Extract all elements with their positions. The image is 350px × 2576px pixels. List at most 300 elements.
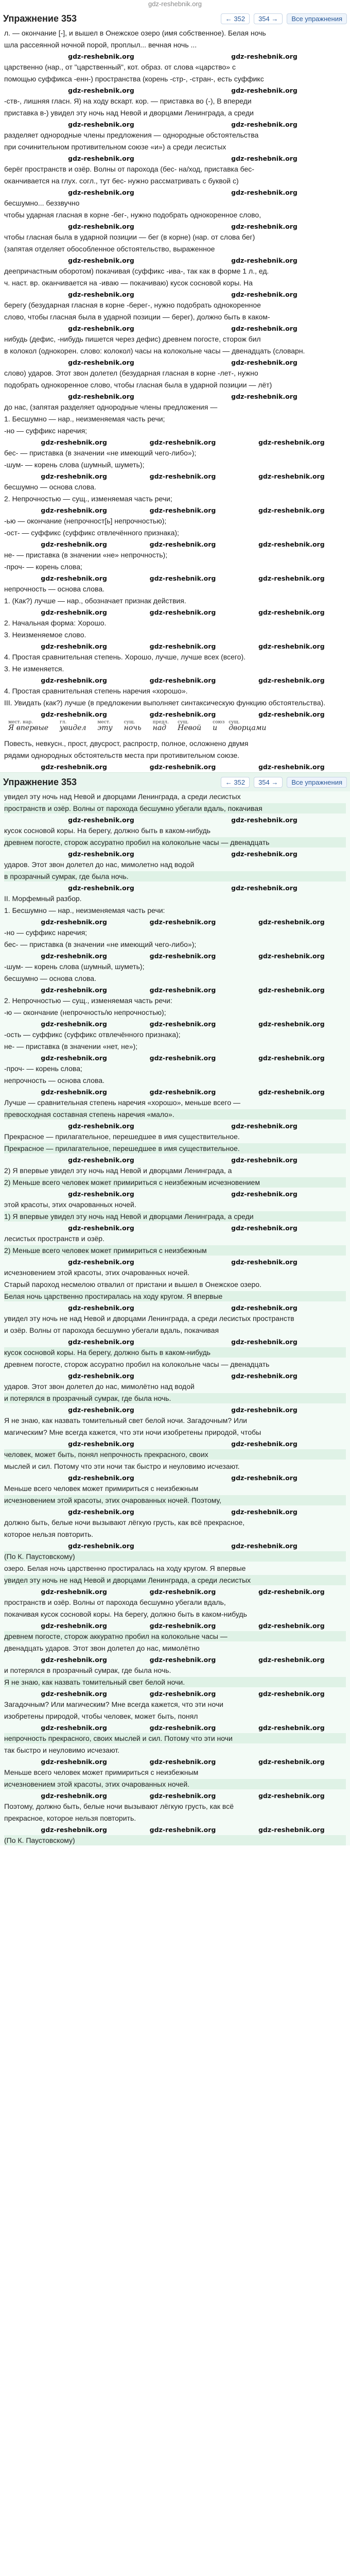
- section2: [0, 772, 350, 1845]
- parse-line: 2. Непрочностью — сущ., изменяемая часть речи;: [4, 495, 172, 503]
- watermark-row: [4, 1791, 346, 1801]
- note-line: исчезновением этой красоты, этих очарованных ночей.: [4, 1268, 190, 1277]
- handwritten-word: сущ. дворцами: [229, 723, 266, 733]
- text-line: деепричастным оборотом) покачивая (суффикс -ива-, так как в форме 1 л., ед.: [4, 267, 269, 275]
- watermark: gdz-reshebnik.org: [41, 1622, 108, 1630]
- watermark-row: [4, 951, 346, 961]
- text-line: в прозрачный сумрак, где была ночь.: [4, 871, 346, 882]
- watermark: gdz-reshebnik.org: [231, 1338, 297, 1346]
- all-exercises-button-2[interactable]: Все упражнения: [287, 777, 347, 788]
- text-line: увидел эту ночь не над Невой и дворцами Ленинграда, а среди лесистых: [4, 1575, 346, 1585]
- text-line: человек, может быть, понял непрочность прекрасного, своих: [4, 1449, 346, 1460]
- watermark: gdz-reshebnik.org: [68, 121, 134, 128]
- text-line: Я не знаю, как назвать томительный свет белой ночи. Загадочным? Или: [4, 1416, 247, 1425]
- text-line: царственно (нар., от "царственный", кот. образ. от слова «царство» с: [4, 63, 236, 71]
- part-of-speech-note: сущ.: [229, 720, 240, 725]
- note-line: этой красоты, этих очарованных ночей.: [4, 1200, 136, 1209]
- parse-line: -проч- — корень слова;: [4, 563, 82, 571]
- watermark: gdz-reshebnik.org: [41, 1724, 108, 1732]
- parse-line: -ю — окончание (непрочность/ю непрочностью);: [4, 1008, 166, 1016]
- watermark: gdz-reshebnik.org: [258, 1054, 325, 1062]
- text-line: Я не знаю, как назвать томительный свет белой ночи.: [4, 1677, 346, 1687]
- watermark: gdz-reshebnik.org: [68, 816, 134, 824]
- watermark: gdz-reshebnik.org: [149, 540, 216, 548]
- watermark: gdz-reshebnik.org: [149, 1690, 216, 1698]
- text-line: так быстро и неуловимо исчезают.: [4, 1746, 120, 1754]
- watermark-row: [4, 324, 346, 334]
- watermark-row: [4, 762, 346, 772]
- text-line: кусок сосновой коры. На берегу, должно быть в каком-нибудь: [4, 826, 211, 835]
- text-line: увидел эту ночь над Невой и дворцами Ленинграда, а среди лесистых: [4, 792, 241, 801]
- text-line: чтобы ударная гласная в корне -бег-, нужно подобрать однокоренное слово,: [4, 211, 261, 219]
- watermark: gdz-reshebnik.org: [41, 952, 108, 960]
- watermark: gdz-reshebnik.org: [68, 1304, 134, 1312]
- watermark: gdz-reshebnik.org: [68, 53, 134, 60]
- text-line: пространств и озёр. Волны от парохода бесшумно убегали вдаль, покачивая: [4, 803, 346, 814]
- watermark-row: [4, 290, 346, 300]
- watermark-row: [4, 1189, 346, 1199]
- watermark-row: [4, 1723, 346, 1733]
- note-line: 2) Я впервые увидел эту ночь над Невой и дворцами Ленинграда, а: [4, 1166, 232, 1175]
- watermark: gdz-reshebnik.org: [231, 53, 297, 60]
- watermark: gdz-reshebnik.org: [149, 1724, 216, 1732]
- watermark: gdz-reshebnik.org: [41, 438, 108, 446]
- watermark-row: [4, 1371, 346, 1381]
- watermark: gdz-reshebnik.org: [258, 574, 325, 582]
- parse-line: 2. Начальная форма: Хорошо.: [4, 619, 107, 627]
- watermark-row: [4, 1087, 346, 1097]
- watermark-row: [4, 1473, 346, 1483]
- text-line: (По К. Паустовскому): [4, 1835, 346, 1845]
- text-line: Поэтому, должно быть, белые ночи вызывают лёгкую грусть, как всё: [4, 1802, 234, 1810]
- text-line: изобретены природой, чтобы человек, может быть, понял: [4, 1712, 198, 1720]
- watermark-row: [4, 883, 346, 893]
- watermark: gdz-reshebnik.org: [149, 676, 216, 684]
- watermark: gdz-reshebnik.org: [231, 1372, 297, 1380]
- watermark: gdz-reshebnik.org: [231, 189, 297, 196]
- text-line: берёг пространств и озёр. Волны от парохода (бес- на/ход, приставка бес-: [4, 165, 254, 173]
- watermark: gdz-reshebnik.org: [41, 472, 108, 480]
- watermark: gdz-reshebnik.org: [68, 1190, 134, 1198]
- watermark: gdz-reshebnik.org: [41, 642, 108, 650]
- watermark: gdz-reshebnik.org: [41, 1054, 108, 1062]
- watermark: gdz-reshebnik.org: [231, 1190, 297, 1198]
- parse-line: непрочность — основа слова.: [4, 1076, 104, 1084]
- watermark: gdz-reshebnik.org: [258, 710, 325, 718]
- watermark: gdz-reshebnik.org: [258, 1690, 325, 1698]
- watermark-row: [4, 1053, 346, 1063]
- parse-line: бес- — приставка (в значении «не имеющий чего-либо»);: [4, 449, 197, 457]
- watermark: gdz-reshebnik.org: [68, 1156, 134, 1164]
- handwritten-word: мест. эту: [97, 723, 112, 733]
- watermark: gdz-reshebnik.org: [68, 1224, 134, 1232]
- watermark: gdz-reshebnik.org: [258, 763, 325, 771]
- watermark: gdz-reshebnik.org: [68, 1338, 134, 1346]
- watermark: gdz-reshebnik.org: [149, 1622, 216, 1630]
- watermark-row: [4, 86, 346, 96]
- text-line: озеро. Белая ночь царственно простиралась на ходу кругом. Я впервые: [4, 1564, 246, 1572]
- watermark: gdz-reshebnik.org: [149, 1792, 216, 1800]
- parse-line: бесшумно — основа слова.: [4, 974, 96, 982]
- watermark: gdz-reshebnik.org: [231, 1122, 297, 1130]
- watermark-row: [4, 358, 346, 368]
- watermark: gdz-reshebnik.org: [258, 438, 325, 446]
- parse-line: II. Морфемный разбор.: [4, 894, 82, 903]
- text-line: и потерялся в прозрачный сумрак, где была ночь.: [4, 1393, 346, 1403]
- text-line: и озёр. Волны от парохода бесшумно убегали вдаль, покачивая: [4, 1326, 219, 1334]
- section2-titlebar: [0, 773, 350, 791]
- handwritten-word: гл. увидел: [60, 723, 86, 733]
- watermark: gdz-reshebnik.org: [149, 1588, 216, 1596]
- watermark-row: [4, 1689, 346, 1699]
- prev-button-2[interactable]: ← 352: [221, 777, 250, 788]
- parse-line: -ост- — суффикс (суффикс отвлечённого признака);: [4, 529, 179, 537]
- watermark: gdz-reshebnik.org: [258, 540, 325, 548]
- text-line: прекрасное, которое нельзя повторить.: [4, 1814, 136, 1822]
- watermark: gdz-reshebnik.org: [68, 325, 134, 332]
- text-line: Меньше всего человек может примириться с неизбежным: [4, 1768, 199, 1776]
- watermark: gdz-reshebnik.org: [41, 1792, 108, 1800]
- watermark-row: [4, 1541, 346, 1551]
- handwritten-word: мест. нар. Я впервые: [8, 723, 48, 733]
- text-line: и потерялся в прозрачный сумрак, где была ночь.: [4, 1666, 171, 1674]
- text-line: (По К. Паустовскому): [4, 1551, 346, 1562]
- watermark: gdz-reshebnik.org: [258, 1792, 325, 1800]
- watermark-row: [4, 52, 346, 62]
- parse-line: III. Увидать (как?) лучше (в предложении выполняет синтаксическую функцию обстоятельства).: [4, 699, 326, 707]
- watermark: gdz-reshebnik.org: [68, 1440, 134, 1448]
- watermark: gdz-reshebnik.org: [258, 1088, 325, 1096]
- watermark: gdz-reshebnik.org: [149, 986, 216, 994]
- text-line: кусок сосновой коры. На берегу, должно быть в каком-нибудь: [4, 1347, 346, 1358]
- text-line: двенадцать ударов. Этот звон долетел до нас, мимолётно: [4, 1644, 200, 1652]
- watermark: gdz-reshebnik.org: [258, 1826, 325, 1834]
- watermark: gdz-reshebnik.org: [149, 1826, 216, 1834]
- watermark-row: [4, 985, 346, 995]
- site-header[interactable]: gdz-reshebnik.org: [148, 0, 202, 8]
- watermark: gdz-reshebnik.org: [68, 223, 134, 230]
- watermark-row: [4, 471, 346, 482]
- watermark: gdz-reshebnik.org: [149, 1656, 216, 1664]
- text-line: мыслей и сил. Потому что эти ночи так быстро и неуловимо исчезают.: [4, 1462, 240, 1470]
- watermark: gdz-reshebnik.org: [149, 608, 216, 616]
- text-line: магическим? Мне всегда кажется, что эти ночи изобретены природой, чтобы: [4, 1428, 261, 1436]
- watermark-row: [4, 1507, 346, 1517]
- watermark: gdz-reshebnik.org: [231, 850, 297, 858]
- watermark-row: [4, 709, 346, 720]
- watermark: gdz-reshebnik.org: [258, 472, 325, 480]
- text-line: шла рассеянной ночной порой, проплыл... вечная ночь ...: [4, 41, 197, 49]
- watermark-row: [4, 256, 346, 266]
- watermark: gdz-reshebnik.org: [68, 291, 134, 298]
- watermark: gdz-reshebnik.org: [231, 325, 297, 332]
- watermark: gdz-reshebnik.org: [258, 952, 325, 960]
- watermark: gdz-reshebnik.org: [231, 1224, 297, 1232]
- text-line: приставка в-) увидел эту ночь над Невой и дворцами Ленинграда, а среди: [4, 109, 254, 117]
- watermark: gdz-reshebnik.org: [258, 676, 325, 684]
- watermark: gdz-reshebnik.org: [231, 816, 297, 824]
- parse-line: не- — приставка (в значении «не» непрочность);: [4, 551, 168, 559]
- note-line: 2) Меньше всего человек может примириться с неизбежным: [4, 1245, 346, 1256]
- watermark-row: [4, 1337, 346, 1347]
- text-line: древнем погосте, сторож аккуратно пробил на колокольне часы —: [4, 1631, 346, 1641]
- watermark-row: [4, 815, 346, 825]
- watermark-row: [4, 539, 346, 550]
- watermark: gdz-reshebnik.org: [149, 642, 216, 650]
- text-line: Повесть, невкусн., прост, двусрост, распростр, полное, осложнено двумя: [4, 739, 249, 748]
- parse-line: -ость — суффикс (суффикс отвлечённого признака);: [4, 1030, 181, 1039]
- part-of-speech-note: гл.: [60, 720, 67, 725]
- watermark: gdz-reshebnik.org: [258, 1724, 325, 1732]
- watermark: gdz-reshebnik.org: [231, 223, 297, 230]
- watermark: gdz-reshebnik.org: [258, 1020, 325, 1028]
- parse-line: -шум- — корень слова (шумный, шуметь);: [4, 962, 145, 971]
- watermark: gdz-reshebnik.org: [258, 1622, 325, 1630]
- part-of-speech-note: предл.: [152, 720, 169, 725]
- text-line: Белая ночь царственно простиралась на ходу кругом. Я впервые: [4, 1291, 346, 1301]
- watermark: gdz-reshebnik.org: [231, 1440, 297, 1448]
- text-line: л. — окончание [-], и вышел в Онежское озеро (имя собственное). Белая ночь: [4, 29, 266, 37]
- watermark: gdz-reshebnik.org: [231, 1406, 297, 1414]
- watermark: gdz-reshebnik.org: [68, 1122, 134, 1130]
- note-line: Лучше — сравнительная степень наречия «хорошо», меньше всего —: [4, 1098, 241, 1107]
- text-line: Старый пароход несмелою отвалил от пристани и вышел в Онежское озеро.: [4, 1280, 261, 1289]
- watermark: gdz-reshebnik.org: [149, 574, 216, 582]
- text-line: ударов. Этот звон долетел до нас, мимолетно над водой: [4, 860, 195, 869]
- part-of-speech-note: союз: [213, 720, 225, 725]
- watermark: gdz-reshebnik.org: [41, 1758, 108, 1766]
- text-line: Загадочным? Или магическим? Мне всегда кажется, что эти ночи: [4, 1700, 223, 1708]
- watermark: gdz-reshebnik.org: [68, 189, 134, 196]
- watermark: gdz-reshebnik.org: [41, 1588, 108, 1596]
- watermark: gdz-reshebnik.org: [41, 1826, 108, 1834]
- watermark: gdz-reshebnik.org: [231, 291, 297, 298]
- watermark: gdz-reshebnik.org: [41, 1690, 108, 1698]
- text-line: до нас, (запятая разделяет однородные члены предложения —: [4, 403, 218, 411]
- parse-line: 1. Бесшумно — нар., неизменяемая часть речи:: [4, 906, 165, 914]
- part-of-speech-note: сущ.: [124, 720, 135, 725]
- watermark: gdz-reshebnik.org: [68, 155, 134, 162]
- section1-tail: [0, 733, 350, 772]
- watermark: gdz-reshebnik.org: [149, 918, 216, 926]
- watermark: gdz-reshebnik.org: [68, 87, 134, 94]
- watermark: gdz-reshebnik.org: [149, 763, 216, 771]
- text-line: чтобы гласная была в ударной позиции — бег (в корне) (нар. от слова бег): [4, 233, 255, 241]
- text-line: нибудь (дефис, -нибудь пишется через дефис) древнем погосте, сторож бил: [4, 335, 261, 343]
- next-button[interactable]: 354 →: [254, 13, 283, 24]
- watermark-row: [4, 1223, 346, 1233]
- watermark: gdz-reshebnik.org: [231, 1508, 297, 1516]
- note-line: лесистых пространств и озёр.: [4, 1234, 104, 1243]
- watermark: gdz-reshebnik.org: [41, 1656, 108, 1664]
- watermark: gdz-reshebnik.org: [231, 1304, 297, 1312]
- text-line: слово, чтобы гласная была в ударной позиции — берег), должно быть в каком-: [4, 313, 270, 321]
- text-line: исчезновением этой красоты, этих очарованных ночей.: [4, 1779, 346, 1789]
- text-line: увидел эту ночь не над Невой и дворцами Ленинграда, а среди лесистых пространств: [4, 1314, 294, 1323]
- text-line: древнем погосте, сторож ассуратно пробил на колокольне часы — двенадцать: [4, 1360, 270, 1368]
- part-of-speech-note: мест. нар.: [8, 720, 33, 725]
- watermark-row: [4, 1405, 346, 1415]
- text-line: подобрать однокоренное слово, чтобы гласная была в ударной позиции — лёт): [4, 381, 272, 389]
- watermark-row: [4, 437, 346, 448]
- parse-line: -проч- — корень слова;: [4, 1064, 82, 1073]
- watermark-row: [4, 1121, 346, 1131]
- text-line: покачивая кусок сосновой коры. На берегу, должно быть в каком-нибудь: [4, 1610, 247, 1618]
- watermark: gdz-reshebnik.org: [258, 918, 325, 926]
- section1-hand: [0, 720, 350, 733]
- watermark: gdz-reshebnik.org: [149, 506, 216, 514]
- watermark: gdz-reshebnik.org: [231, 884, 297, 892]
- watermark: gdz-reshebnik.org: [231, 87, 297, 94]
- parse-line: 1. (Как?) лучше — нар., обозначает признак действия.: [4, 597, 186, 605]
- watermark: gdz-reshebnik.org: [231, 155, 297, 162]
- text-line: древнем погосте, сторож ассуратно пробил на колокольне часы — двенадцать: [4, 837, 346, 848]
- text-line: исчезновением этой красоты, этих очарованных ночей. Поэтому,: [4, 1495, 346, 1505]
- text-line: при сочинительном противительном союзе «и») а среди лесистых: [4, 143, 226, 151]
- watermark: gdz-reshebnik.org: [41, 574, 108, 582]
- watermark: gdz-reshebnik.org: [68, 257, 134, 264]
- parse-line: бесшумно — основа слова.: [4, 483, 96, 491]
- watermark: gdz-reshebnik.org: [68, 1508, 134, 1516]
- watermark: gdz-reshebnik.org: [68, 1406, 134, 1414]
- parse-line: непрочность — основа слова.: [4, 585, 104, 593]
- text-line: пространств и озёр. Волны от парохода бесшумно убегали вдаль,: [4, 1598, 226, 1606]
- watermark: gdz-reshebnik.org: [231, 1258, 297, 1266]
- watermark: gdz-reshebnik.org: [149, 952, 216, 960]
- note-line: Прекрасное — прилагательное, перешедшее в имя существительное.: [4, 1132, 240, 1141]
- watermark-row: [4, 1621, 346, 1631]
- watermark: gdz-reshebnik.org: [231, 359, 297, 366]
- watermark: gdz-reshebnik.org: [258, 1656, 325, 1664]
- watermark-row: [4, 675, 346, 686]
- parse-line: -но — суффикс наречия;: [4, 928, 87, 937]
- watermark: gdz-reshebnik.org: [41, 763, 108, 771]
- text-line: оканчивается на глух. согл., тут бес- нужно рассматривать с буквой с): [4, 177, 239, 185]
- page-title: Упражнение 353: [3, 13, 77, 24]
- parse-line: 4. Простая сравнительная степень. Хорошо, лучше, лучше всех (всего).: [4, 653, 246, 661]
- section2-body: [0, 791, 350, 1845]
- watermark: gdz-reshebnik.org: [149, 1758, 216, 1766]
- watermark: gdz-reshebnik.org: [68, 359, 134, 366]
- parse-line: 2. Непрочностью — сущ., изменяемая часть речи:: [4, 996, 172, 1005]
- parse-line: бес- — приставка (в значении «не имеющий чего-либо»);: [4, 940, 197, 948]
- text-line: (запятая отделяет обособленное обстоятельство, выраженное: [4, 245, 215, 253]
- text-line: ч. наст. вр. оканчивается на -иваю — покачиваю) кусок сосновой коры. На: [4, 279, 253, 287]
- watermark-row: [4, 1019, 346, 1029]
- watermark: gdz-reshebnik.org: [68, 884, 134, 892]
- text-line: слово) ударов. Этот звон долетел (безударная гласная в корне -лет-, нужно: [4, 369, 258, 377]
- part-of-speech-note: сущ.: [178, 720, 189, 725]
- section1-nav: [221, 13, 347, 24]
- watermark: gdz-reshebnik.org: [41, 1088, 108, 1096]
- watermark: gdz-reshebnik.org: [41, 540, 108, 548]
- watermark-row: [4, 1587, 346, 1597]
- text-line: бесшумно... беззвучно: [4, 199, 80, 207]
- watermark-row: [4, 1757, 346, 1767]
- watermark-row: [4, 120, 346, 130]
- watermark-row: [4, 1155, 346, 1165]
- text-line: в колокол (однокорен. слово: колокол) часы на колокольне часы — двенадцать (словарн.: [4, 347, 305, 355]
- watermark: gdz-reshebnik.org: [41, 986, 108, 994]
- section2-nav: [221, 777, 347, 788]
- handwritten-word: предл. над: [153, 723, 166, 733]
- watermark: gdz-reshebnik.org: [258, 642, 325, 650]
- text-line: -ств-, лишняя гласн. Я) на ходу вскарт. кор. — приставка во (-), В впереди: [4, 97, 252, 105]
- parse-line: 1. Бесшумно — нар., неизменяемая часть речи;: [4, 415, 165, 423]
- watermark: gdz-reshebnik.org: [231, 1156, 297, 1164]
- watermark: gdz-reshebnik.org: [68, 850, 134, 858]
- watermark-row: [4, 607, 346, 618]
- parse-line: -ью — окончание (непрочност[ь] непрочностью);: [4, 517, 167, 525]
- next-button-2[interactable]: 354 →: [254, 777, 283, 788]
- text-line: помощью суффикса -енн-) пространства (корень -стр-, -стран-, есть суффикс: [4, 75, 264, 83]
- note-line: Прекрасное — прилагательное, перешедшее в имя существительное.: [4, 1143, 346, 1154]
- watermark: gdz-reshebnik.org: [149, 472, 216, 480]
- watermark-row: [4, 1439, 346, 1449]
- watermark-row: [4, 641, 346, 652]
- watermark: gdz-reshebnik.org: [231, 393, 297, 400]
- parse-line: 3. Неизменяемое слово.: [4, 631, 86, 639]
- watermark: gdz-reshebnik.org: [68, 1542, 134, 1550]
- note-line: 1) Я впервые увидел эту ночь над Невой и дворцами Ленинграда, а среди: [4, 1211, 346, 1222]
- parse-line: 4. Простая сравнительная степень наречия «хорошо».: [4, 687, 188, 695]
- watermark-row: [4, 1825, 346, 1835]
- watermark: gdz-reshebnik.org: [149, 1054, 216, 1062]
- watermark: gdz-reshebnik.org: [68, 1474, 134, 1482]
- watermark: gdz-reshebnik.org: [231, 1474, 297, 1482]
- watermark: gdz-reshebnik.org: [149, 1020, 216, 1028]
- watermark-row: [4, 1655, 346, 1665]
- text-line: ударов. Этот звон долетел до нас, мимолётно над водой: [4, 1382, 195, 1391]
- watermark: gdz-reshebnik.org: [149, 438, 216, 446]
- text-line: Меньше всего человек может примириться с неизбежным: [4, 1484, 199, 1493]
- text-line: рядами однородных обстоятельств места при противительном союзе.: [4, 751, 240, 759]
- note-line: 2) Меньше всего человек может примириться с неизбежным исчезновением: [4, 1177, 346, 1188]
- watermark: gdz-reshebnik.org: [231, 257, 297, 264]
- watermark: gdz-reshebnik.org: [231, 121, 297, 128]
- watermark: gdz-reshebnik.org: [258, 608, 325, 616]
- watermark: gdz-reshebnik.org: [41, 710, 108, 718]
- all-exercises-button[interactable]: Все упражнения: [287, 13, 347, 24]
- handwritten-word: союз и: [213, 723, 217, 733]
- handwritten-word: сущ. Невой: [178, 723, 201, 733]
- watermark: gdz-reshebnik.org: [258, 986, 325, 994]
- watermark-row: [4, 505, 346, 516]
- watermark: gdz-reshebnik.org: [231, 1542, 297, 1550]
- prev-button[interactable]: ← 352: [221, 13, 250, 24]
- watermark: gdz-reshebnik.org: [41, 506, 108, 514]
- watermark: gdz-reshebnik.org: [68, 1372, 134, 1380]
- watermark-row: [4, 573, 346, 584]
- watermark-row: [4, 154, 346, 164]
- parse-line: -шум- — корень слова (шумный, шуметь);: [4, 461, 145, 469]
- watermark-row: [4, 188, 346, 198]
- parse-line: 3. Не изменяется.: [4, 665, 64, 673]
- watermark: gdz-reshebnik.org: [68, 393, 134, 400]
- watermark: gdz-reshebnik.org: [41, 608, 108, 616]
- parse-line: -но — суффикс наречия;: [4, 427, 87, 435]
- watermark: gdz-reshebnik.org: [149, 710, 216, 718]
- section1-body: [0, 28, 350, 720]
- note-line: превосходная составная степень наречия «мало».: [4, 1109, 346, 1120]
- section2-title: Упражнение 353: [3, 776, 77, 787]
- watermark-row: [4, 1257, 346, 1267]
- text-line: которое нельзя повторить.: [4, 1530, 94, 1538]
- handwritten-word: сущ. ночь: [124, 723, 142, 733]
- watermark-row: [4, 392, 346, 402]
- handwritten-parse: [4, 720, 346, 733]
- text-line: должно быть, белые ночи вызывают лёгкую грусть, как всё прекрасное,: [4, 1518, 245, 1527]
